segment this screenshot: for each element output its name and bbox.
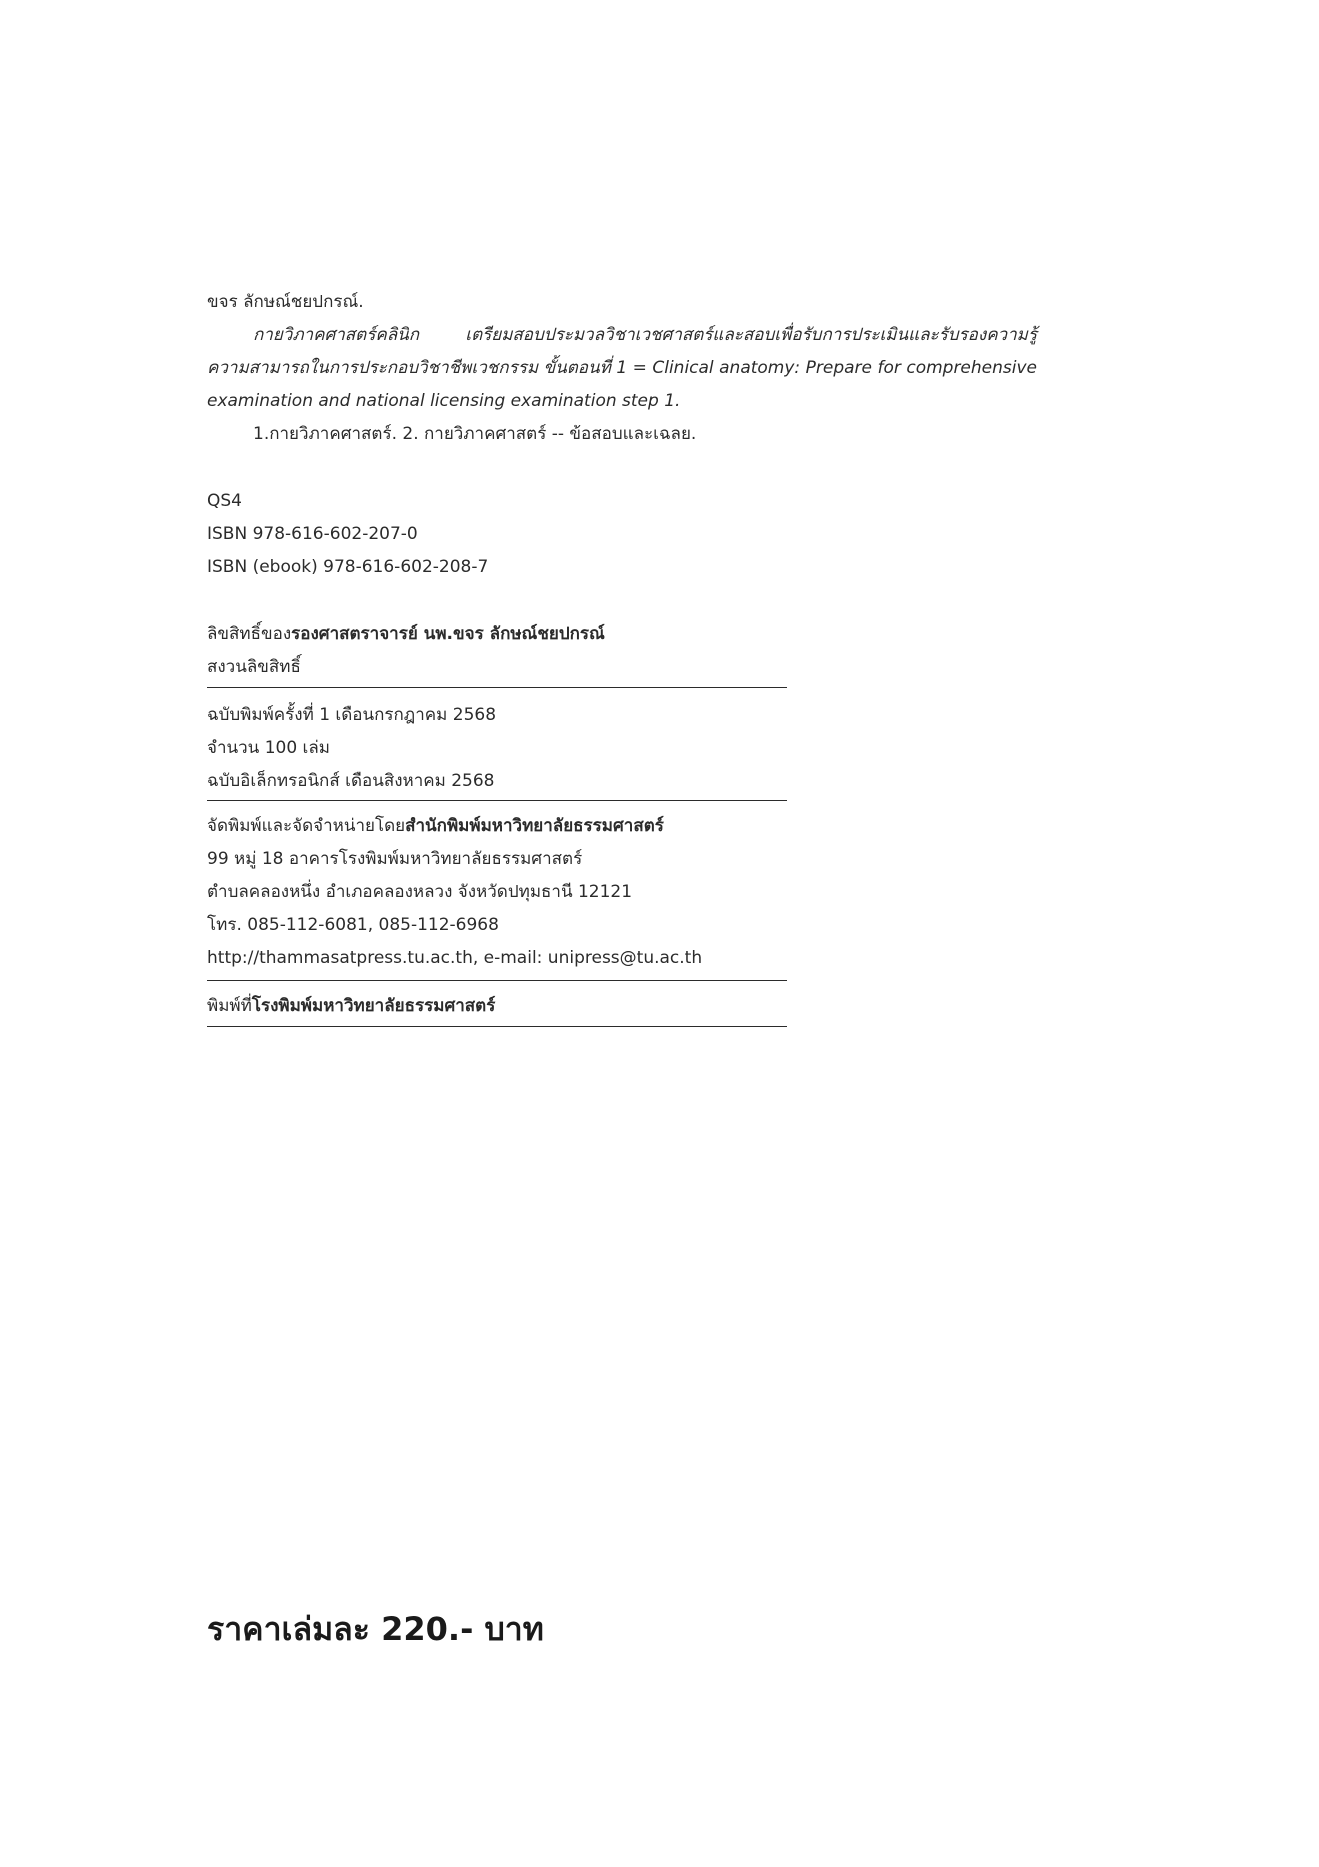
cip-title-line-3: examination and national licensing examination step 1. [207, 391, 681, 411]
divider [207, 687, 787, 688]
rights-reserved: สงวนลิขสิทธิ์ [207, 657, 301, 677]
isbn: ISBN 978-616-602-207-0 [207, 524, 418, 544]
edition-block [207, 699, 787, 798]
publisher-line [207, 810, 787, 843]
price: ราคาเล่มละ 220.- บาท [207, 1610, 544, 1648]
copyright-prefix: ลิขสิทธิ์ของ [207, 624, 292, 644]
publisher-prefix: จัดพิมพ์และจัดจำหน่ายโดย [207, 816, 406, 836]
printer-prefix: พิมพ์ที่ [207, 996, 252, 1016]
publisher-block [207, 810, 787, 975]
publisher-name: สำนักพิมพ์มหาวิทยาลัยธรรมศาสตร์ [405, 816, 664, 836]
copyright-line [207, 618, 787, 651]
identifiers-block [207, 485, 488, 584]
divider [207, 800, 787, 801]
publisher-address-1: 99 หมู่ 18 อาคารโรงพิมพ์มหาวิทยาลัยธรรมศาสตร์ [207, 849, 583, 869]
cip-title-line-1: กายวิภาคศาสตร์คลินิก เตรียมสอบประมวลวิชาเวชศาสตร์และสอบเพื่อรับการประเมินและรับรองความรู้ [253, 325, 1037, 345]
cip-subjects: 1.กายวิภาคศาสตร์. 2. กายวิภาคศาสตร์ -- ข้อสอบและเฉลย. [253, 424, 697, 444]
cip-block [207, 286, 1037, 451]
copyright-block [207, 618, 787, 684]
publisher-phone: โทร. 085-112-6081, 085-112-6968 [207, 915, 499, 935]
cip-title-line-2: ความสามารถในการประกอบวิชาชีพเวชกรรม ขั้นตอนที่ 1 = Clinical anatomy: Prepare for comprehensive [207, 358, 1037, 378]
first-print: ฉบับพิมพ์ครั้งที่ 1 เดือนกรกฎาคม 2568 [207, 705, 497, 725]
publisher-web: http://thammasatpress.tu.ac.th, e-mail: unipress@tu.ac.th [207, 948, 703, 968]
divider [207, 1026, 787, 1027]
printer-line [207, 990, 787, 1023]
copyright-owner: รองศาสตราจารย์ นพ.ขจร ลักษณ์ชยปกรณ์ [291, 624, 605, 644]
call-number: QS4 [207, 491, 242, 511]
printer-name: โรงพิมพ์มหาวิทยาลัยธรรมศาสตร์ [251, 996, 496, 1016]
divider [207, 980, 787, 981]
publisher-address-2: ตำบลคลองหนึ่ง อำเภอคลองหลวง จังหวัดปทุมธานี 12121 [207, 882, 633, 902]
printer-block [207, 990, 787, 1023]
cip-author: ขจร ลักษณ์ชยปกรณ์. [207, 292, 364, 312]
isbn-ebook: ISBN (ebook) 978-616-602-208-7 [207, 557, 489, 577]
ebook-edition: ฉบับอิเล็กทรอนิกส์ เดือนสิงหาคม 2568 [207, 771, 495, 791]
print-copies: จำนวน 100 เล่ม [207, 738, 330, 758]
